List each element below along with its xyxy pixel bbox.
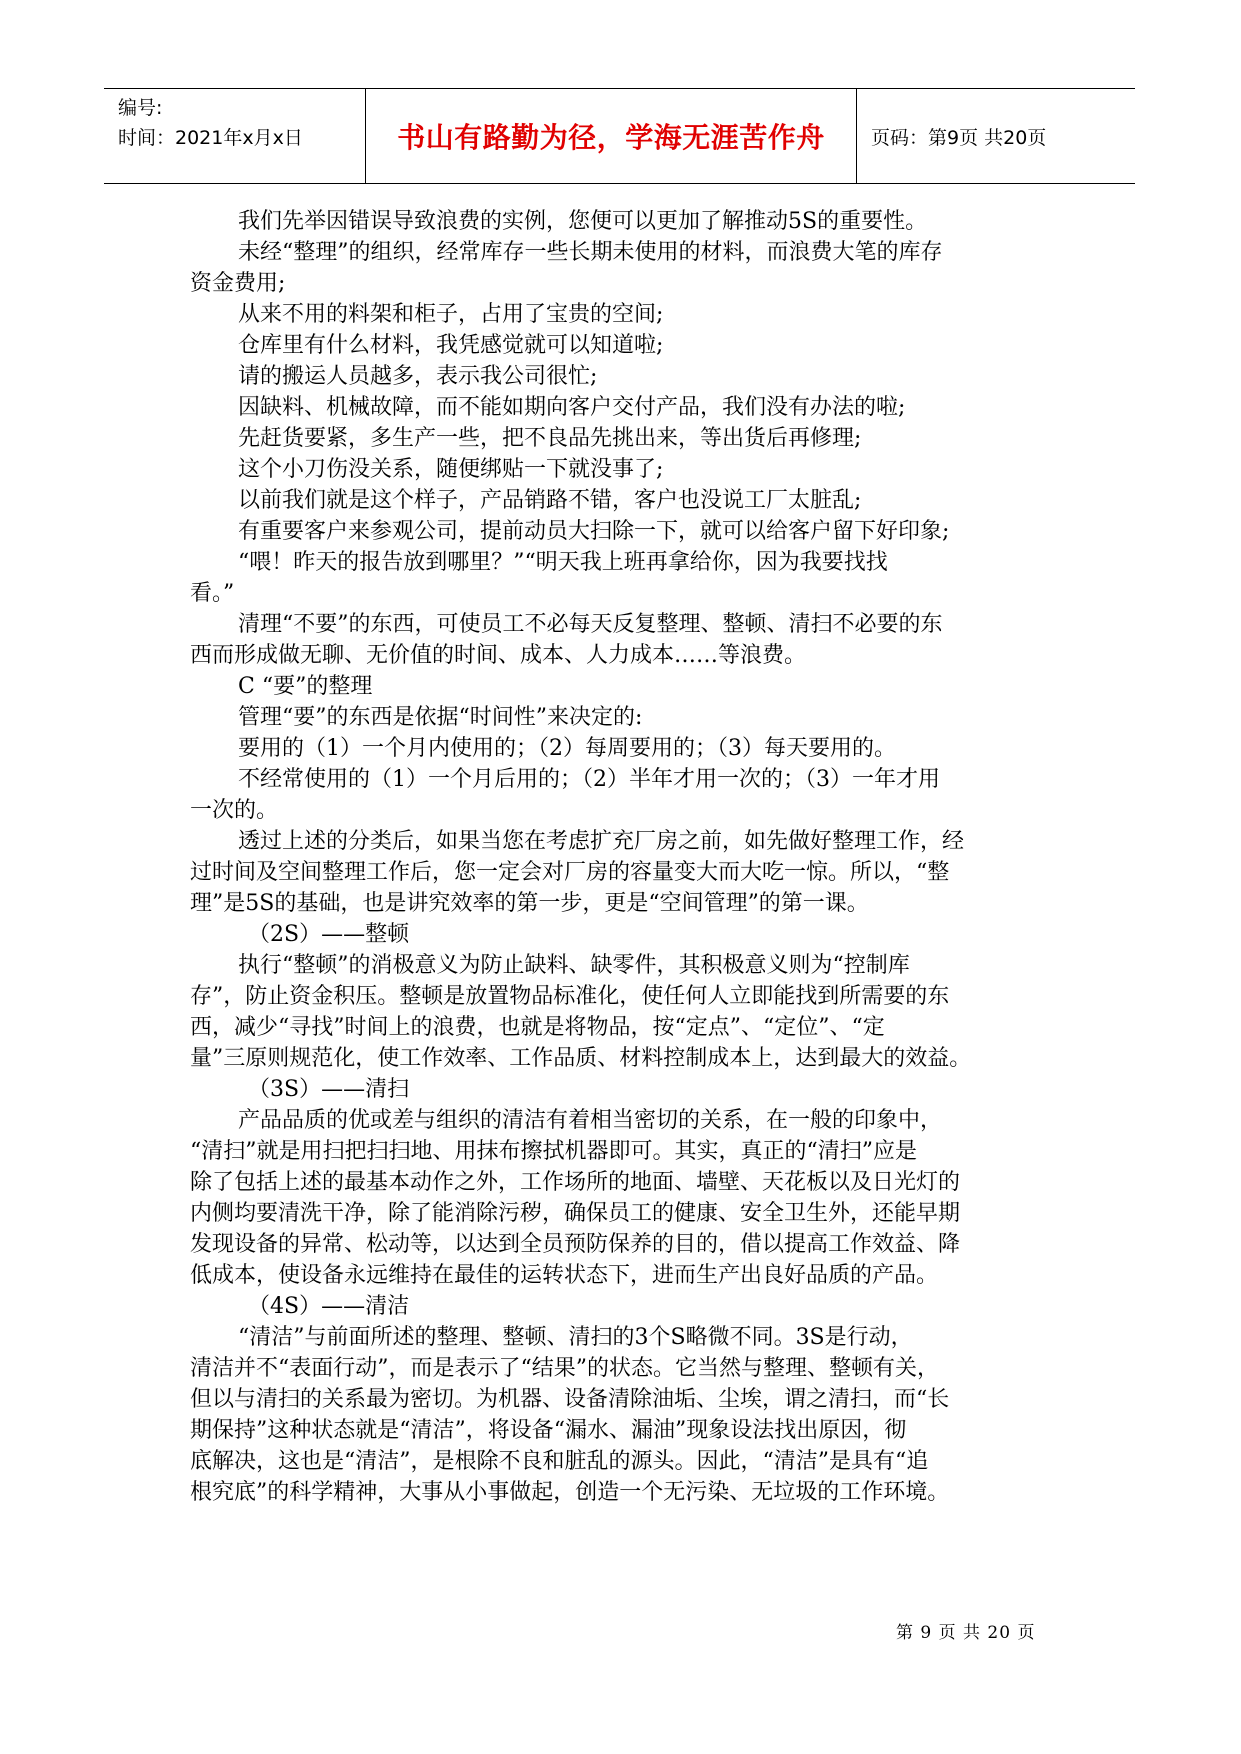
body-line: “清扫”就是用扫把扫扫地、用抹布擦拭机器即可。其实，真正的“清扫”应是 <box>190 1139 917 1164</box>
body-line: 理”是5S的基础，也是讲究效率的第一步，更是“空间管理”的第一课。 <box>190 891 869 916</box>
body-line: 底解决，这也是“清洁”，是根除不良和脏乱的源头。因此，“清洁”是具有“追 <box>190 1449 929 1474</box>
page-footer: 第 9 页 共 20 页 <box>896 1623 1036 1643</box>
body-line: 执行“整顿”的消极意义为防止缺料、缺零件，其积极意义则为“控制库 <box>238 953 910 978</box>
body-line: 产品品质的优或差与组织的清洁有着相当密切的关系，在一般的印象中， <box>238 1108 943 1133</box>
body-line: C “要”的整理 <box>238 674 373 699</box>
body-line: （2S）——整顿 <box>248 922 410 947</box>
body-line: 发现设备的异常、松动等，以达到全员预防保养的目的，借以提高工作效益、降 <box>190 1232 961 1257</box>
body-line: 看。” <box>190 581 235 606</box>
body-line: 管理“要”的东西是依据“时间性”来决定的: <box>238 705 643 730</box>
body-line: 清理“不要”的东西，可使员工不必每天反复整理、整顿、清扫不必要的东 <box>238 612 943 637</box>
page-header <box>104 88 1135 184</box>
body-line: 低成本，使设备永远维持在最佳的运转状态下，进而生产出良好品质的产品。 <box>190 1263 939 1288</box>
body-line: 因缺料、机械故障，而不能如期向客户交付产品，我们没有办法的啦; <box>238 395 906 420</box>
body-line: 不经常使用的（1）一个月后用的；（2）半年才用一次的；（3）一年才用 <box>238 767 940 792</box>
body-line: 我们先举因错误导致浪费的实例，您便可以更加了解推动5S的重要性。 <box>238 209 928 234</box>
body-line: “喂！昨天的报告放到哪里？”“明天我上班再拿给你，因为我要找找 <box>238 550 888 575</box>
body-line: 内侧均要清洗干净，除了能消除污秽，确保员工的健康、安全卫生外，还能早期 <box>190 1201 961 1226</box>
time-label: 时间：2021年x月x日 <box>118 127 303 149</box>
document-body <box>190 206 1058 1508</box>
body-line: 未经“整理”的组织，经常库存一些长期未使用的材料，而浪费大笔的库存 <box>238 240 943 265</box>
body-line: （4S）——清洁 <box>248 1294 410 1319</box>
body-line: （3S）——清扫 <box>248 1077 410 1102</box>
body-line: 根究底”的科学精神，大事从小事做起，创造一个无污染、无垃圾的工作环境。 <box>190 1480 950 1505</box>
body-line: 资金费用; <box>190 271 286 296</box>
number-label: 编号: <box>118 97 163 119</box>
header-meta-cell <box>104 89 366 183</box>
body-line: 期保持”这种状态就是“清洁”，将设备“漏水、漏油”现象设法找出原因，彻 <box>190 1418 907 1443</box>
header-motto: 书山有路勤为径，学海无涯苦作舟 <box>366 89 857 183</box>
header-page-info: 页码：第9页 共20页 <box>871 126 1047 149</box>
body-line: 西而形成做无聊、无价值的时间、成本、人力成本……等浪费。 <box>190 643 807 668</box>
body-line: 除了包括上述的最基本动作之外，工作场所的地面、墙壁、天花板以及日光灯的 <box>190 1170 961 1195</box>
body-line: 透过上述的分类后，如果当您在考虑扩充厂房之前，如先做好整理工作，经 <box>238 829 965 854</box>
body-line: 以前我们就是这个样子，产品销路不错，客户也没说工厂太脏乱; <box>238 488 862 513</box>
body-line: 请的搬运人员越多，表示我公司很忙; <box>238 364 598 389</box>
body-line: 一次的。 <box>190 798 279 823</box>
body-line: 这个小刀伤没关系，随便绑贴一下就没事了; <box>238 457 664 482</box>
body-line: 存”，防止资金积压。整顿是放置物品标准化，使任何人立即能找到所需要的东 <box>190 984 950 1009</box>
body-line: 要用的（1）一个月内使用的；（2）每周要用的；（3）每天要用的。 <box>238 736 896 761</box>
body-line: 但以与清扫的关系最为密切。为机器、设备清除油垢、尘埃，谓之清扫，而“长 <box>190 1387 950 1412</box>
body-line: “清洁”与前面所述的整理、整顿、清扫的3个S略微不同。3S是行动， <box>238 1325 913 1350</box>
body-line: 西，减少“寻找”时间上的浪费，也就是将物品，按“定点”、“定位”、“定 <box>190 1015 885 1040</box>
body-line: 先赶货要紧，多生产一些，把不良品先挑出来，等出货后再修理; <box>238 426 862 451</box>
body-line: 有重要客户来参观公司，提前动员大扫除一下，就可以给客户留下好印象; <box>238 519 950 544</box>
body-line: 从来不用的料架和柜子，占用了宝贵的空间; <box>238 302 664 327</box>
body-line: 过时间及空间整理工作后，您一定会对厂房的容量变大而大吃一惊。所以，“整 <box>190 860 950 885</box>
body-line: 清洁并不“表面行动”，而是表示了“结果”的状态。它当然与整理、整顿有关， <box>190 1356 939 1381</box>
body-line: 仓库里有什么材料，我凭感觉就可以知道啦; <box>238 333 664 358</box>
body-line: 量”三原则规范化，使工作效率、工作品质、材料控制成本上，达到最大的效益。 <box>190 1046 972 1071</box>
